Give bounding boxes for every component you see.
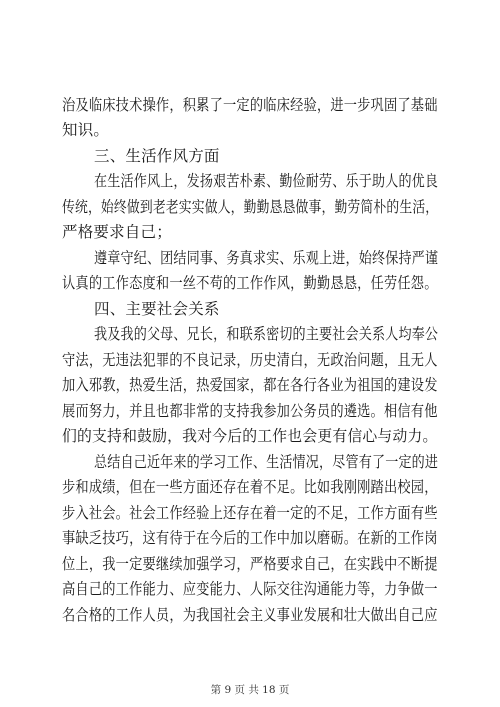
text-line: 知识。 — [62, 121, 110, 139]
text-line: 认真的工作态度和一丝不苟的工作作风，勤勤恳恳，任劳任怨。 — [62, 274, 438, 292]
text-line: 名合格的工作人员，为我国社会主义事业发展和壮大做出自己应 — [62, 606, 438, 624]
section-heading: 三、生活作风方面 — [94, 147, 220, 165]
section-heading: 四、主要社会关系 — [94, 300, 220, 318]
text-line: 展而努力，并且也都非常的支持我参加公务员的遴选。相信有他 — [62, 402, 438, 420]
text-line: 步入社会。社会工作经验上还存在着一定的不足，工作方面有些 — [62, 504, 438, 522]
text-line: 守法，无违法犯罪的不良记录，历史清白，无政治问题，且无人 — [62, 351, 438, 369]
text-line: 治及临床技术操作，积累了一定的临床经验，进一步巩固了基础 — [62, 96, 438, 114]
text-line: 传统，始终做到老老实实做人，勤勤恳恳做事，勤劳简朴的生活， — [62, 198, 439, 216]
text-line: 遵章守纪、团结同事、务真求实、乐观上进，始终保持严谨 — [94, 249, 439, 267]
text-line: 严格要求自己； — [62, 223, 172, 241]
text-line: 总结自己近年来的学习工作、生活情况，尽管有了一定的进 — [94, 453, 439, 471]
text-line: 位上，我一定要继续加强学习，严格要求自己，在实践中不断提 — [62, 555, 438, 573]
text-line: 我及我的父母、兄长，和联系密切的主要社会关系人均奉公 — [94, 325, 439, 343]
text-line: 事缺乏技巧，这有待于在今后的工作中加以磨砺。在新的工作岗 — [62, 529, 438, 547]
text-line: 们的支持和鼓励，我对今后的工作也会更有信心与动力。 — [62, 427, 438, 445]
text-line: 在生活作风上，发扬艰苦朴素、勤俭耐劳、乐于助人的优良 — [94, 172, 439, 190]
text-line: 高自己的工作能力、应变能力、人际交往沟通能力等，力争做一 — [62, 580, 438, 598]
text-line: 加入邪教，热爱生活，热爱国家，都在各行各业为祖国的建设发 — [62, 376, 438, 394]
page-footer: 第 9 页 共 18 页 — [210, 684, 290, 696]
text-line: 步和成绩，但在一些方面还存在着不足。比如我刚刚踏出校园， — [62, 478, 438, 496]
